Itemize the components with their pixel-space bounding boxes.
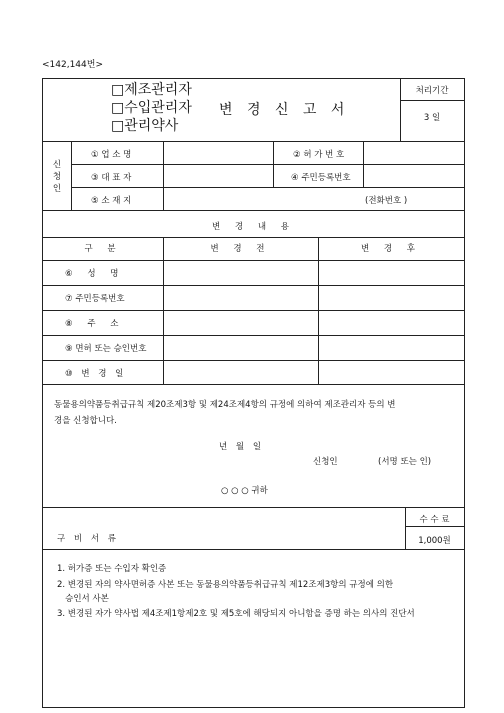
processing-period-label: 처리기간 bbox=[415, 86, 449, 96]
document-item-3: 3. 변경된 자가 약사법 제4조제1항제2호 및 제5호에 해당되지 아니함을 증명 하는 의사의 진단서 bbox=[57, 609, 415, 619]
row-license-label: ⑨ 면허 또는 승인번호 bbox=[65, 344, 147, 354]
business-name-label: ① 업 소 명 bbox=[91, 150, 132, 160]
row-change-date-label: ⑩ 변 경 일 bbox=[65, 369, 127, 379]
required-documents-label: 구 비 서 류 bbox=[57, 534, 119, 544]
col-category: 구 분 bbox=[84, 244, 122, 254]
fee-value: 1,000원 bbox=[418, 536, 451, 546]
row-name-label: ⑥ 성 명 bbox=[65, 269, 125, 279]
document-item-2: 2. 변경된 자의 약사면허증 사본 또는 동물용의약품등취급규칙 제12조제3항의 규정에 의한 bbox=[57, 580, 394, 590]
option-manufacturing-manager[interactable]: □제조관리자 bbox=[111, 82, 192, 98]
col-after: 변 경 후 bbox=[360, 244, 422, 254]
signature-label: (서명 또는 인) bbox=[378, 457, 432, 467]
change-content-header: 변 경 내 용 bbox=[212, 222, 295, 232]
declaration-text-line2: 경을 신청합니다. bbox=[54, 416, 117, 426]
recipient: ○ ○ ○ 귀하 bbox=[221, 486, 268, 496]
document-item-1: 1. 허가증 또는 수입자 확인증 bbox=[57, 564, 167, 574]
form-frame bbox=[42, 78, 465, 708]
row-address-label: ⑧ 주 소 bbox=[65, 319, 125, 329]
address-label: ⑤ 소 재 지 bbox=[91, 196, 132, 206]
fee-label: 수 수 료 bbox=[419, 515, 450, 525]
col-before: 변 경 전 bbox=[210, 244, 271, 254]
option-pharmacist-manager[interactable]: □관리약사 bbox=[111, 118, 179, 134]
phone-label: (전화번호 ) bbox=[365, 196, 408, 206]
option-import-manager[interactable]: □수입관리자 bbox=[111, 100, 192, 116]
resident-number-label: ④ 주민등록번호 bbox=[291, 173, 351, 183]
processing-period-value: 3 일 bbox=[423, 113, 441, 123]
form-title: 변 경 신 고 서 bbox=[219, 102, 350, 118]
license-number-label: ② 허 가 번 호 bbox=[293, 150, 345, 160]
application-date: 년 월 일 bbox=[219, 442, 265, 452]
row-resident-number-label: ⑦ 주민등록번호 bbox=[65, 294, 125, 304]
declaration-text-line1: 동물용의약품등취급규칙 제20조제3항 및 제24조제4항의 규정에 의하여 제조관리자 등의 변 bbox=[54, 400, 396, 410]
applicant-section-label: 신 청 인 bbox=[52, 160, 62, 194]
applicant-label: 신청인 bbox=[313, 457, 338, 467]
document-item-2-continued: 승인서 사본 bbox=[57, 594, 109, 604]
form-reference: <142,144번> bbox=[42, 60, 103, 70]
representative-label: ③ 대 표 자 bbox=[91, 173, 132, 183]
